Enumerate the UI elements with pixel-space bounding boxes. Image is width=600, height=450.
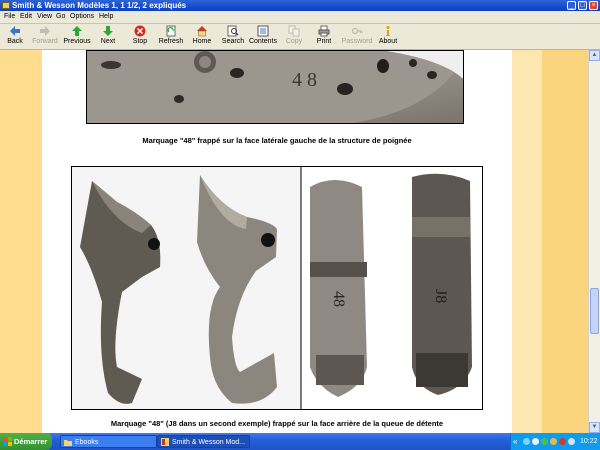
menu-bar: [0, 11, 600, 24]
tray-alert-icon[interactable]: [559, 438, 566, 445]
scroll-down-arrow-icon[interactable]: ▼: [589, 422, 600, 433]
frame-metal-image: [87, 51, 464, 124]
maximize-button[interactable]: □: [578, 1, 587, 10]
trigger-parts-photo: [71, 166, 483, 410]
tray-security-icon[interactable]: [541, 438, 548, 445]
arrow-left-icon: [9, 25, 21, 37]
start-label: Démarrer: [14, 437, 48, 446]
system-tray: [510, 433, 600, 450]
print-icon: [318, 25, 330, 37]
app-icon: [2, 2, 10, 9]
about-button[interactable]: About: [377, 25, 399, 48]
search-icon: [227, 25, 239, 37]
trigger-marking-48: 48: [330, 291, 347, 307]
info-icon: [382, 25, 394, 37]
folder-icon: [64, 438, 72, 446]
windows-logo-icon: [3, 437, 12, 446]
trigger-marking-j8: J8: [432, 289, 449, 304]
previous-button[interactable]: Previous: [62, 25, 92, 48]
menu-view[interactable]: View: [37, 13, 53, 20]
menu-go[interactable]: Go: [56, 13, 66, 20]
trigger-parts-image: [72, 167, 483, 410]
search-button[interactable]: Search: [220, 25, 246, 48]
next-button[interactable]: Next: [95, 25, 121, 48]
refresh-button[interactable]: Refresh: [156, 25, 186, 48]
menu-options[interactable]: Options: [70, 13, 95, 20]
home-button[interactable]: Home: [190, 25, 214, 48]
key-icon: [351, 25, 363, 37]
password-button[interactable]: Password: [340, 25, 374, 48]
copy-icon: [288, 25, 300, 37]
window-title: Smith & Wesson Modèles 1, 1 1/2, 2 expliqués: [12, 1, 187, 10]
task-ebooks[interactable]: Ebooks: [60, 435, 157, 448]
stop-button[interactable]: Stop: [127, 25, 153, 48]
tray-network-icon[interactable]: [523, 438, 530, 445]
copy-button[interactable]: Copy: [283, 25, 305, 48]
print-button[interactable]: Print: [313, 25, 335, 48]
task-smith-wesson[interactable]: Smith & Wesson Mod...: [157, 435, 250, 448]
toolbar: [0, 24, 600, 50]
page-margin-left: [0, 50, 42, 433]
frame-marking-photo: [86, 50, 464, 124]
back-button[interactable]: Back: [2, 25, 28, 48]
caption-frame-marking: Marquage "48" frappé sur la face latérale gauche de la structure de poignée: [142, 136, 412, 145]
close-button[interactable]: ×: [589, 1, 598, 10]
forward-button[interactable]: Forward: [30, 25, 60, 48]
frame-stamp-marking: 4 8: [292, 69, 317, 91]
title-bar: [0, 0, 600, 11]
start-button[interactable]: [0, 433, 52, 450]
refresh-icon: [165, 25, 177, 37]
stop-icon: [134, 25, 146, 37]
home-icon: [196, 25, 208, 37]
contents-icon: [257, 25, 269, 37]
arrow-right-icon: [39, 25, 51, 37]
taskbar: [0, 433, 600, 450]
arrow-down-green-icon: [102, 25, 114, 37]
tray-volume-icon[interactable]: [568, 438, 575, 445]
arrow-up-green-icon: [71, 25, 83, 37]
menu-help[interactable]: Help: [99, 13, 114, 20]
scroll-thumb[interactable]: [590, 288, 599, 334]
menu-file[interactable]: File: [4, 13, 16, 20]
ebook-app-icon: [161, 438, 169, 446]
menu-edit[interactable]: Edit: [20, 13, 33, 20]
tray-app-icon[interactable]: [550, 438, 557, 445]
tray-expand-icon[interactable]: «: [513, 437, 518, 446]
scroll-up-arrow-icon[interactable]: ▲: [589, 50, 600, 61]
tray-globe-icon[interactable]: [532, 438, 539, 445]
contents-button[interactable]: Contents: [248, 25, 278, 48]
clock: 10:22: [580, 438, 598, 445]
caption-trigger-marking: Marquage "48" (J8 dans un second exemple) frappé sur la face arrière de la queue de détente: [110, 419, 444, 428]
page-margin-right: [512, 50, 542, 433]
vertical-scrollbar[interactable]: [588, 50, 600, 433]
minimize-button[interactable]: _: [567, 1, 576, 10]
document-view[interactable]: [0, 50, 600, 433]
page-margin-right-outer: [542, 50, 588, 433]
